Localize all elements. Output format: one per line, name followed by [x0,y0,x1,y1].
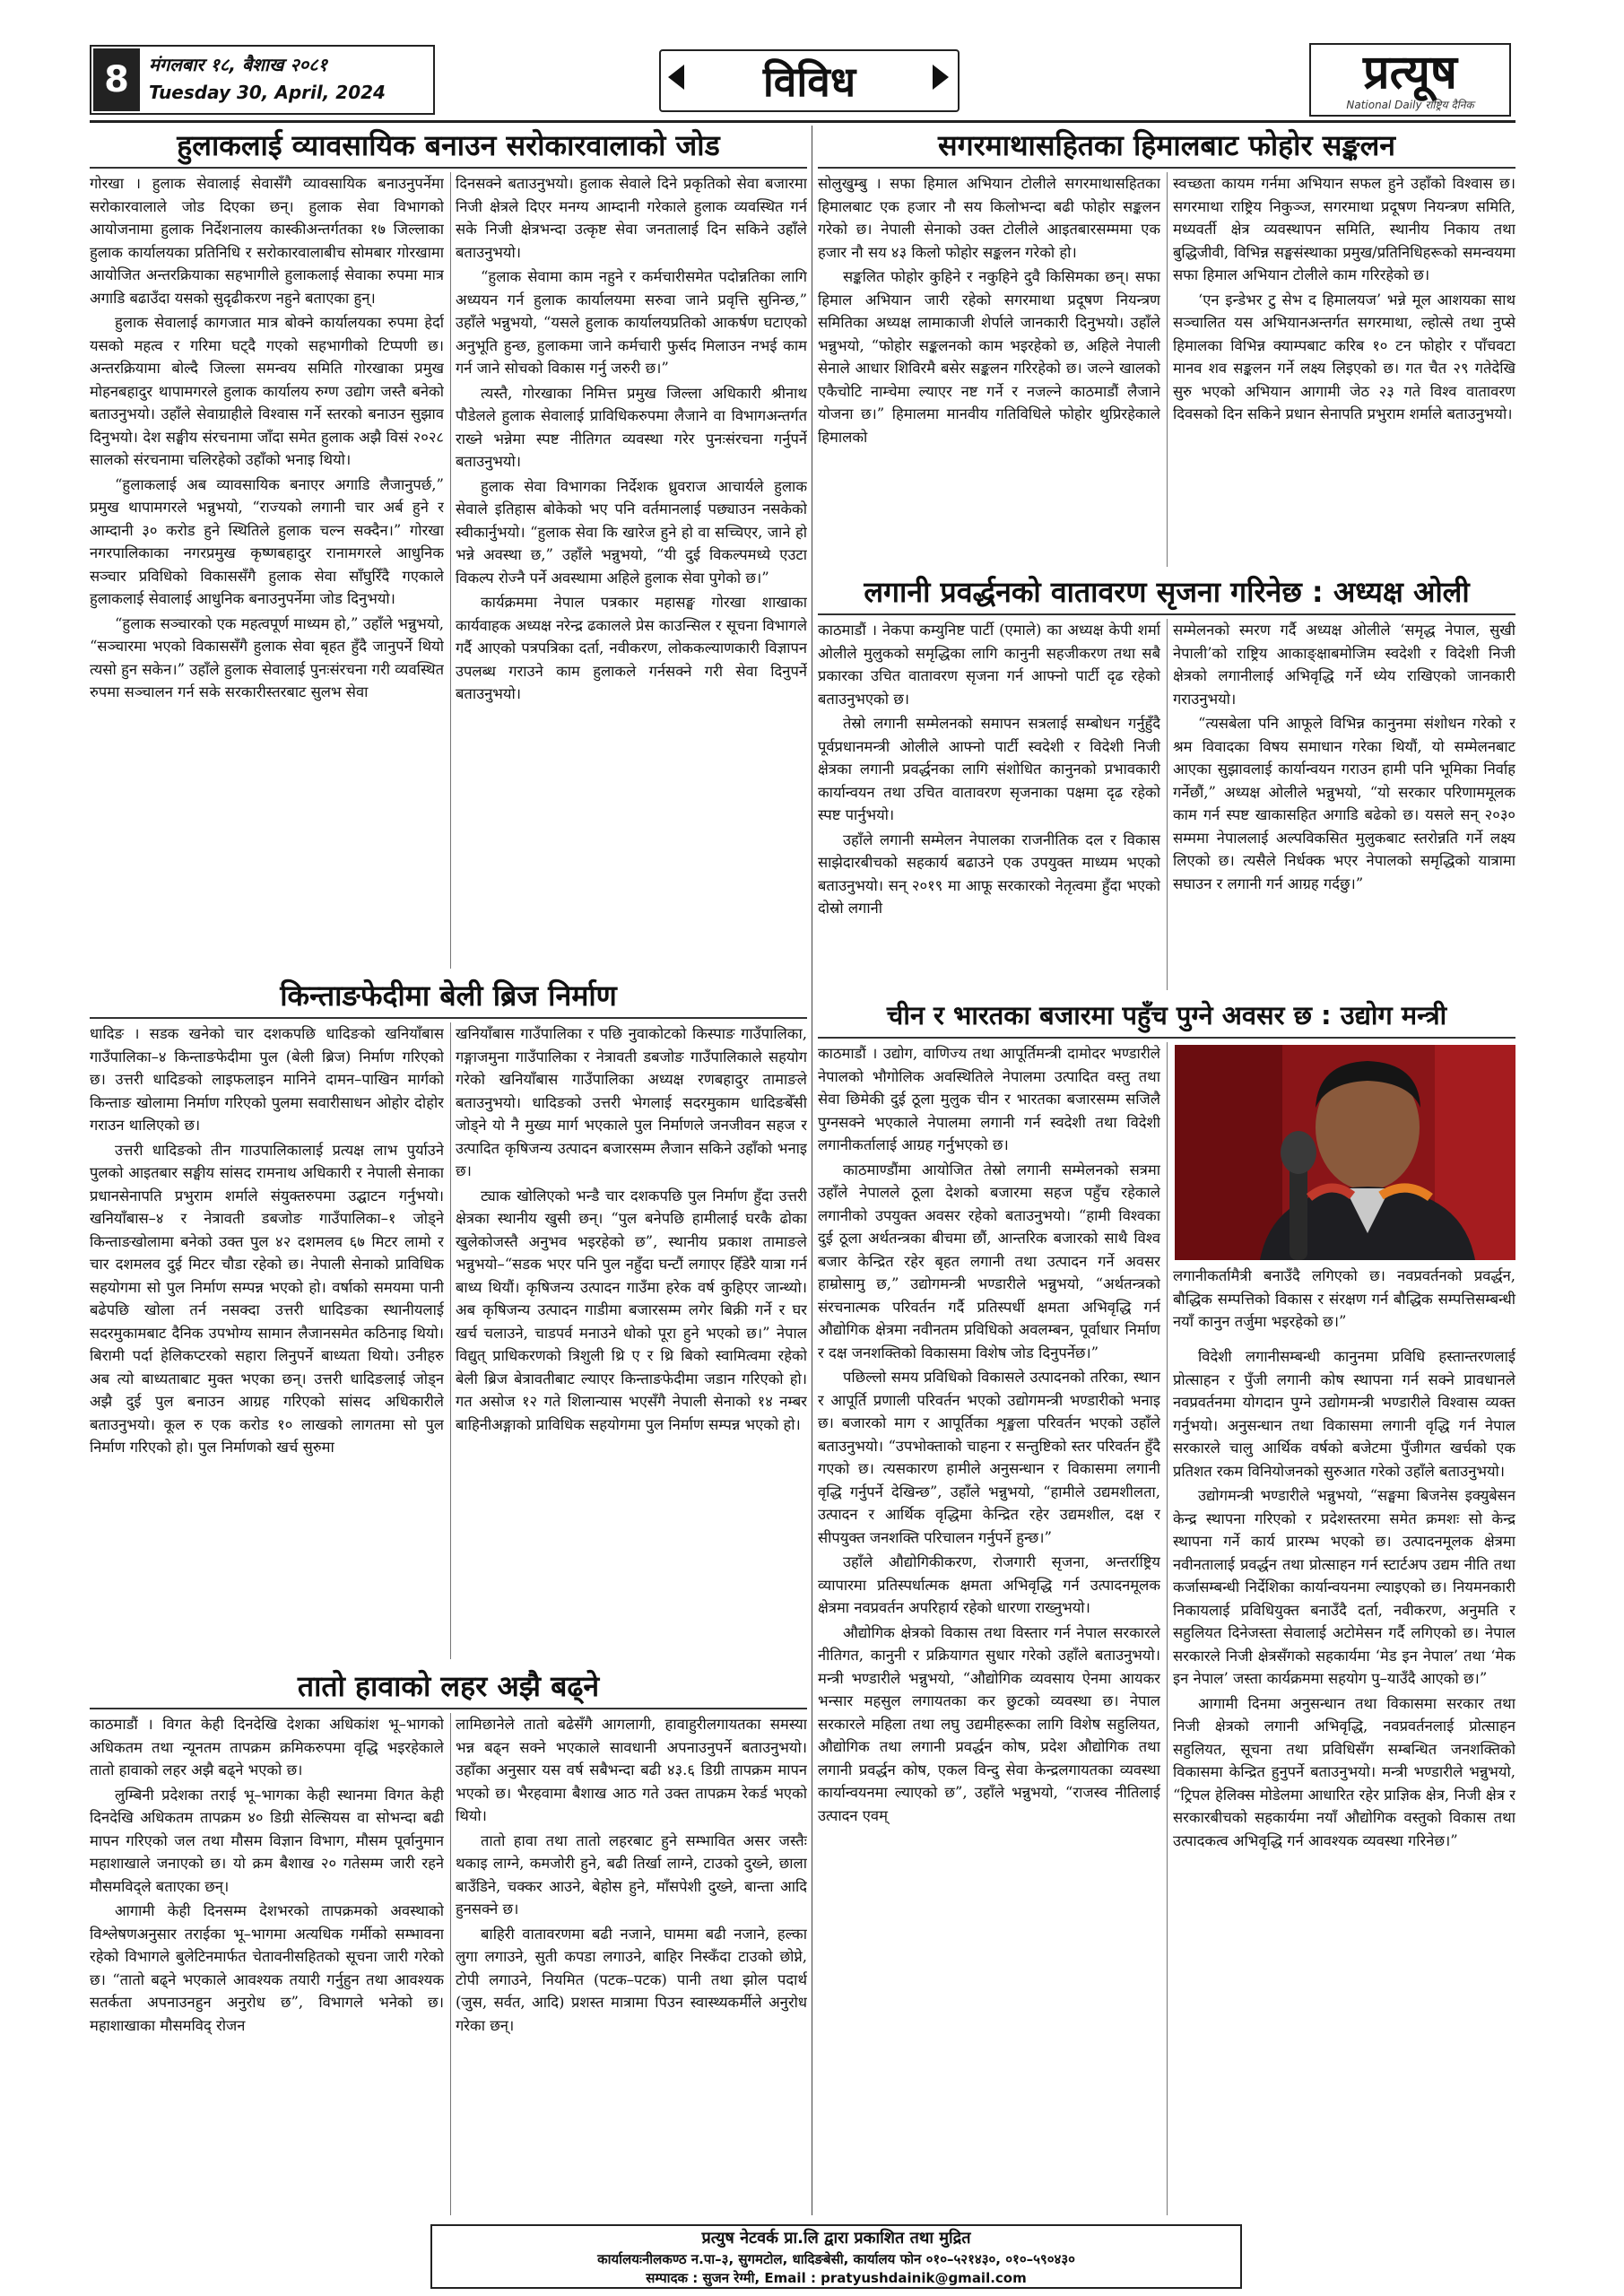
article-bridge-col2 [456,1022,807,1659]
headline-rule [90,1017,807,1019]
paragraph: दिनसक्ने बताउनुभयो। हुलाक सेवाले दिने प्रकृतिको सेवा बजारमा निजी क्षेत्रले दिएर मनग्य आम्दानी गरेकाले हुलाक व्यवस्थित गर्न सके निजी क्षेत्रभन्दा उत्कृष्ट सेवा जनतालाई दिन सकिने उहाँले बताउनुभयो। [456,175,807,261]
paragraph: स्वच्छता कायम गर्नमा अभियान सफल हुने उहाँको विश्वास छ। सगरमाथा राष्ट्रिय निकुञ्ज, सगरमाथा प्रदूषण नियन्त्रण समिति, मध्यवर्ती क्षेत्र व्यवस्थापन समिति, स्थानीय निकाय तथा बुद्धिजीवी, विभिन्न सङ्घसंस्थाका प्रमुख/प्रतिनिधिहरूको समन्वयमा सफा हिमाल अभियान टोलीले काम गरिरहेको छ। [1173,175,1515,283]
article-everest-col2 [1173,172,1515,567]
article-heat-col2 [456,1713,807,2215]
headline-rule [818,613,1515,615]
column-divider [1167,619,1168,990]
headline-rule [818,1037,1515,1039]
paragraph: धादिङ । सडक खनेको चार दशकपछि धादिङको खनियाँबास गाउँपालिका–४ किन्ताङफेदीमा पुल (बेली ब्रिज) निर्माण गरिएको छ। उत्तरी धादिङको लाइफलाइन मानिने दामन–पाखिन मार्गको किन्ताङ खोलामा निर्माण गरिएको पुलमा सवारीसाधन ओहोर दोहोर गराउन थालिएको छ। [90,1025,444,1134]
paragraph: काठमाडौं । नेकपा कम्युनिष्ट पार्टी (एमाले) का अध्यक्ष केपी शर्मा ओलीले मुलुकको समृद्धिका लागि कानुनी सहजीकरण तथा सबै प्रकारका उचित वातावरण सृजना गर्न आफ्नो पार्टी दृढ रहेको बताउनुभएको छ। [818,622,1160,708]
column-divider [1167,172,1168,567]
paragraph: “हुलाकलाई अब व्यावसायिक बनाएर अगाडि लैजानुपर्छ,” प्रमुख थापामगरले भन्नुभयो, “राज्यको लगानी चार अर्ब हुने र आम्दानी ३० करोड हुने स्थितिले हुलाक चल्न सक्दैन।” गोरखा नगरपालिकाका नगरप्रमुख कृष्णबहादुर रानामगरले आधुनिक सञ्चार प्रविधिको विकाससँगै हुलाक सेवा साँघुरिँदै गएकाले हुलाकलाई सेवालाई आधुनिक बनाउनुपर्नेमा जोड दिनुभयो। [90,475,444,607]
date-nepali: मंगलबार १८, बैशाख २०८१ [149,54,328,75]
minister-photo-illustration [1175,1045,1515,1260]
article-industry-col2 [1173,1345,1515,2215]
paragraph: लामिछानेले तातो बढेसँगै आगलागी, हावाहुरीलगायतका समस्या भन्न बढ्न सक्ने भएकाले सावधानी अपनाउनुपर्ने बताउनुभयो। उहाँका अनुसार यस वर्ष सबैभन्दा बढी ४३.६ डिग्री तापक्रम मापन भएको छ। भैरहवामा बैशाख आठ गते उक्त तापक्रम रेकर्ड भएको थियो। [456,1716,807,1824]
column-divider [450,1713,451,2215]
footer-imprint [430,2224,1242,2289]
paragraph: सङ्कलित फोहोर कुहिने र नकुहिने दुवै किसिमका छन्। सफा हिमाल अभियान जारी रहेको सगरमाथा प्रदूषण नियन्त्रण समितिका अध्यक्ष लामाकाजी शेर्पाले जानकारी दिनुभयो। उहाँले भन्नुभयो, “फोहोर सङ्कलनको काम भइरहेको छ, अहिले नेपाली सेनाले आधार शिविरमै बसेर सङ्कलन गरिरहेको छ। जल्ने खालको एकैचोटि नाम्चेमा ल्याएर नष्ट गर्ने र नजल्ने काठमाडौं लैजाने योजना छ।” हिमालमा मानवीय गतिविधिले फोहोर थुप्रिरहेकाले हिमालको [818,268,1160,446]
paragraph: तातो हावा तथा तातो लहरबाट हुने सम्भावित असर जस्तैः थकाइ लाग्ने, कमजोरी हुने, बढी तिर्खा लाग्ने, टाउको दुख्ने, छाला बाउँडिने, चक्कर आउने, बेहोस हुने, माँसपेशी दुख्ने, बान्ता आदि हुनसक्ने छ। [456,1831,807,1918]
paragraph: सोलुखुम्बु । सफा हिमाल अभियान टोलीले सगरमाथासहितका हिमालबाट एक हजार नौ सय किलोभन्दा बढी फोहोर सङ्कलन गरेको छ। नेपाली सेनाको उक्त टोलीले आइतबारसम्ममा एक हजार नौ सय ४३ किलो फोहोर सङ्कलन गरेको हो। [818,175,1160,261]
paragraph: “हुलाक सञ्चारको एक महत्वपूर्ण माध्यम हो,” उहाँले भन्नुभयो, “सञ्चारमा भएको विकाससँगै हुलाक सेवा बृहत हुँदै जानुपर्ने थियो त्यसो हुन सकेन।” उहाँले हुलाक सेवालाई पुनःसंरचना गरी व्यवस्थित रुपमा सञ्चालन गर्न सके सरकारीस्तरबाट सुलभ सेवा [90,614,444,700]
headline-bridge: किन्ताङफेदीमा बेली ब्रिज निर्माण [280,978,617,1013]
headline-industry: चीन र भारतका बजारमा पहुँच पुग्ने अवसर छ : उद्योग मन्त्री [886,1000,1447,1031]
paragraph: पछिल्लो समय प्रविधिको विकासले उत्पादनको तरिका, स्थान र आपूर्ति प्रणाली परिवर्तन भएको उद्योगमन्त्री भण्डारीको भनाइ छ। बजारको माग र आपूर्तिका शृङ्खला परिवर्तन भएको उहाँले बताउनुभयो। “उपभोक्ताको चाहना र सन्तुष्टिको स्तर परिवर्तन हुँदै गएको छ। त्यसकारण हामीले अनुसन्धान र विकासमा लगानी वृद्धि गर्नुपर्ने देखिन्छ”, उहाँले भन्नुभयो, “हामीले उद्यमशीलता, उत्पादन र आर्थिक वृद्धिमा केन्द्रित रहेर उद्यमशील, दक्ष र सीपयुक्त जनशक्ति परिचालन गर्नुपर्ने हुन्छ।” [818,1369,1160,1546]
paragraph: गोरखा । हुलाक सेवालाई सेवासँगै व्यावसायिक बनाउनुपर्नेमा सरोकारवालाले जोड दिएका छन्। हुलाक सेवा विभागको आयोजनामा हुलाक निर्देशनालय कास्कीअन्तर्गतका १७ जिल्लाका हुलाक कार्यालयका प्रतिनिधि र सरोकारवालाबीच सोमबार गोरखामा आयोजित अन्तरक्रियाका सहभागीले हुलाकलाई सेवाका रुपमा मात्र अगाडि बढाउँदा यसको सुदृढीकरण नहुने बताएका हुन्। [90,175,444,307]
paragraph: उहाँले औद्योगिकीकरण, रोजगारी सृजना, अन्तर्राष्ट्रिय व्यापारमा प्रतिस्पर्धात्मक क्षमता अभिवृद्धि गर्न उत्पादनमूलक क्षेत्रमा नवप्रवर्तन अपरिहार्य रहेको धारणा राख्नुभयो। [818,1553,1160,1616]
column-divider [450,1022,451,1659]
article-bridge-col1 [90,1022,444,1659]
newspaper-logo [1309,43,1511,117]
minister-photo [1175,1045,1515,1260]
paragraph: आगामी केही दिनसम्म देशभरको तापक्रमको अवस्थाको विश्लेषणअनुसार तराईका भू–भागमा अत्यधिक गर्मीको सम्भावना रहेको विभागले बुलेटिनमार्फत चेतावनीसहितको सूचना जारी गरेको छ। “तातो बढ्ने भएकाले आवश्यक तयारी गर्नुहुन तथा आवश्यक सतर्कता अपनाउनहुन अनुरोध छ”, विभागले भनेको छ। महाशाखाका मौसमविद् रोजन [90,1902,444,2034]
headline-rule [90,1708,807,1709]
paragraph: औद्योगिक क्षेत्रको विकास तथा विस्तार गर्न नेपाल सरकारले नीतिगत, कानुनी र प्रक्रियागत सुधार गरेको उहाँले बताउनुभयो। मन्त्री भण्डारीले भन्नुभयो, “औद्योगिक व्यवसाय ऐनमा आयकर भन्सार महसुल लगायतका कर छुटको व्यवस्था छ। नेपाल सरकारले महिला तथा लघु उद्यमीहरूका लागि विशेष सहुलियत, औद्योगिक तथा लगानी प्रवर्द्धन कोष, प्रदेश औद्योगिक तथा लगानी प्रवर्द्धन कोष, एकल विन्दु सेवा केन्द्रलगायतका व्यवस्था कार्यान्वयनमा ल्याएको छ”, उहाँले भन्नुभयो, “राजस्व नीतिलाई उत्पादन एवम् [818,1623,1160,1824]
article-investment-col2 [1173,619,1515,990]
date-block [149,51,386,107]
headline-rule [818,167,1515,169]
paragraph: उहाँले लगानी सम्मेलन नेपालका राजनीतिक दल र विकास साझेदारबीचको सहकार्य बढाउने एक उपयुक्त माध्यम भएको बताउनुभयो। सन् २०१९ मा आफू सरकारको नेतृत्वमा हुँदा भएको दोस्रो लगानी [818,831,1160,917]
footer-publisher: प्रत्युष नेटवर्क प्रा.लि द्वारा प्रकाशित तथा मुद्रित [701,2229,971,2248]
paragraph: हुलाक सेवालाई कागजात मात्र बोक्ने कार्यालयका रुपमा हेर्दा यसको महत्व र गरिमा घट्दै गएको सहभागीको टिप्पणी छ। अन्तरक्रियामा बोल्दै जिल्ला समन्वय समिति गोरखाका प्रमुख मोहनबहादुर थापामगरले हुलाक कार्यालय रुग्ण उद्योग जस्तै बनेको बताउनुभयो। उहाँले सेवाग्राहीले विश्वास गर्ने स्तरको बनाउन सुझाव दिनुभयो। देश सङ्घीय संरचनामा जाँदा समेत हुलाक अझै विसं २०२८ सालको संरचनामा चलिरहेको उहाँको भनाइ थियो। [90,314,444,468]
headline-everest: सगरमाथासहितका हिमालबाट फोहोर सङ्कलन [937,128,1396,162]
paragraph: उत्तरी धादिङको तीन गाउपालिकालाई प्रत्यक्ष लाभ पुर्याउने पुलको आइतबार सङ्घीय सांसद रामनाथ अधिकारी र नेपाली सेनाका प्रधानसेनापति प्रभुराम शर्माले संयुक्तरुपमा उद्घाटन गर्नुभयो। खनियाँबास–४ र नेत्रावती डबजोङ गाउँपालिका–१ जोड्ने किन्ताङखोलामा बनेको उक्त पुल ४२ दशमलव ६७ मिटर लामो र चार दशमलव दुई मिटर चौडा रहेको छ। नेपाली सेनाको प्राविधिक सहयोगमा सो पुल निर्माण सम्पन्न भएको हो। वर्षाको समयमा पानी बढेपछि खोला तर्न नसक्दा उत्तरी धादिङका स्थानीयलाई सदरमुकामबाट दैनिक उपभोग्य सामान लैजानसमेत कठिनाइ थियो। बिरामी पर्दा हेलिकप्टरको सहारा लिनुपर्ने बाध्यता थियो। उनीहरु अब त्यो बाध्यताबाट मुक्त भएका छन्। उत्तरी धादिङलाई जोड्न अझै दुई पुल बनाउन आग्रह गरिएको सांसद अधिकारीले बताउनुभयो। कूल रु एक करोड १० लाखको लागतमा सो पुल निर्माण गरिएको हो। पुल निर्माणको खर्च सुरुमा [90,1141,444,1456]
paragraph: सम्मेलनको स्मरण गर्दै अध्यक्ष ओलीले ‘समृद्ध नेपाल, सुखी नेपाली’को राष्ट्रिय आकाङ्क्षाबमोजिम स्वदेशी र विदेशी निजी क्षेत्रको लगानीलाई अभिवृद्धि गर्ने ध्येय राखिएको जानकारी गराउनुभयो। [1173,622,1515,708]
footer-editor: सम्पादक : सुजन रेग्मी, Email : pratyushdainik@gmail.com [646,2270,1027,2286]
paragraph: त्यस्तै, गोरखाका निमित्त प्रमुख जिल्ला अधिकारी श्रीनाथ पौडेलले हुलाक सेवालाई प्राविधिकरुपमा लैजाने वा विभागअन्तर्गत राख्ने भन्नेमा स्पष्ट नीतिगत व्यवस्था गरेर पुनःसंरचना गर्नुपर्ने बताउनुभयो। [456,384,807,470]
paragraph: विदेशी लगानीसम्बन्धी कानुनमा प्रविधि हस्तान्तरणलाई प्रोत्साहन र पुँजी लगानी कोष स्थापना गर्न सक्ने प्रावधानले नवप्रवर्तनमा योगदान पुग्ने उद्योगमन्त्री भण्डारीले विश्वास व्यक्त गर्नुभयो। अनुसन्धान तथा विकासमा लगानी वृद्धि गर्न नेपाल सरकारले चालु आर्थिक वर्षको बजेटमा पुँजीगत खर्चको एक प्रतिशत रकम विनियोजनको सुरुआत गरेको उहाँले बताउनुभयो। [1173,1348,1515,1480]
photo-caption-text: लगानीकर्तामैत्री बनाउँदै लगिएको छ। नवप्रवर्तनको प्रवर्द्धन, बौद्धिक सम्पत्तिको विकास र संरक्षण गर्न बौद्धिक सम्पत्तिसम्बन्धी नयाँ कानुन तर्जुमा भइरहेको छ।” [1173,1267,1515,1330]
paragraph: ट्याक खोलिएको भन्डै चार दशकपछि पुल निर्माण हुँदा उत्तरी क्षेत्रका स्थानीय खुसी छन्। “पुल बनेपछि हामीलाई घरकै ढोका खुलेकोजस्तै अनुभव भइरहेको छ”, स्थानीय प्रकाश तामाङले भन्नुभयो–“सडक भएर पनि पुल नहुँदा घन्टौं लगाएर हिँडेरै यात्रा गर्न बाध्य थियौं। कृषिजन्य उत्पादन गाउँमा हरेक वर्ष कुहिएर जान्थ्यो। अब कृषिजन्य उत्पादन गाडीमा बजारसम्म लगेर बिक्री गर्ने र घर खर्च चलाउने, चाडपर्व मनाउने धोको पूरा हुने भएको छ।” नेपाल विद्युत् प्राधिकरणको त्रिशुली थ्रि ए र थ्रि बिको स्वामित्वमा रहेको बेली ब्रिज बेत्रावतीबाट ल्याएर किन्ताङफेदीमा जडान गरिएको हो। गत असोज १२ गते शिलान्यास भएसँगै नेपाली सेनाको १४ नम्बर बाहिनीअङ्गाको प्राविधिक सहयोगमा पुल निर्माण सम्पन्न भएको हो। [456,1187,807,1433]
article-everest-col1 [818,172,1160,567]
headline-investment: लगानी प्रवर्द्धनको वातावरण सृजना गरिनेछ : अध्यक्ष ओली [864,575,1470,609]
logo-subtitle: National Daily राष्ट्रिय दैनिक [1346,98,1474,111]
article-postal-col1 [90,172,444,969]
header-rule [90,120,1515,123]
triangle-right-icon [933,65,949,90]
paragraph: “हुलाक सेवामा काम नहुने र कर्मचारीसमेत पदोन्नतिका लागि अध्ययन गर्न हुलाक कार्यालयमा सरुवा जाने प्रवृत्ति सुनिन्छ,” उहाँले भन्नुभयो, “यसले हुलाक कार्यालयप्रतिको आकर्षण घटाएको अनुभूति हुन्छ, हुलाकमा जाने कर्मचारी फुर्सद मिलाउन नभई काम गर्न जाने सोचको विकास गर्नु जरुरी छ।” [456,268,807,377]
page-number: 8 [93,48,140,111]
paragraph: तेस्रो लगानी सम्मेलनको समापन सत्रलाई सम्बोधन गर्नुहुँदै पूर्वप्रधानमन्त्री ओलीले आफ्नो पार्टी स्वदेशी र विदेशी निजी क्षेत्रका लगानी प्रवर्द्धनका लागि संशोधित कानुनको प्रभावकारी कार्यान्वयन तथा उचित वातावरण सृजनाका पक्षमा दृढ रहेको स्पष्ट पार्नुभयो। [818,715,1160,823]
headline-postal: हुलाकलाई व्यावसायिक बनाउन सरोकारवालाको जोड [177,128,720,162]
paragraph: “त्यसबेला पनि आफूले विभिन्न कानुनमा संशोधन गरेको र श्रम विवादका विषय समाधान गरेका थियौं, यो सम्मेलनबाट आएका सुझावलाई कार्यान्वयन गराउन हामी पनि भूमिका निर्वाह गर्नेछौं,” अध्यक्ष ओलीले भन्नुभयो, “यो सरकार परिणाममूलक काम गर्न स्पष्ट खाकासहित अगाडि बढेको छ। यसले सन् २०३० सम्ममा नेपाललाई अल्पविकसित मुलुकबाट स्तरोन्नति गर्ने लक्ष्य लिएको छ। त्यसैले निर्धक्क भएर नेपालको समृद्धिको यात्रामा सघाउन र लगानी गर्न आग्रह गर्दछु।” [1173,715,1515,892]
paragraph: लुम्बिनी प्रदेशका तराई भू–भागका केही स्थानमा विगत केही दिनदेखि अधिकतम तापक्रम ४० डिग्री सेल्सियस वा सोभन्दा बढी मापन गरिएको जल तथा मौसम विज्ञान विभाग, मौसम पूर्वानुमान महाशाखाले जनाएको छ। यो क्रम बैशाख २० गतेसम्म जारी रहने मौसमविद्ले बताएका छन्। [90,1786,444,1895]
section-title: विविध [659,49,960,112]
paragraph: कार्यक्रममा नेपाल पत्रकार महासङ्घ गोरखा शाखाका कार्यवाहक अध्यक्ष नरेन्द्र ढकालले प्रेस काउन्सिल र सूचना विभागले गर्दै आएको पत्रपत्रिका दर्ता, नवीकरण, लोककल्याणकारी विज्ञापन उपलब्ध गराउने काम हुलाकले गर्नसक्ने गरी सेवा दिनुपर्ने बताउनुभयो। [456,594,807,702]
paragraph: काठमाडौं । उद्योग, वाणिज्य तथा आपूर्तिमन्त्री दामोदर भण्डारीले नेपालको भौगोलिक अवस्थितिले नेपालमा उत्पादित वस्तु तथा सेवा छिमेकी दुई ठूला मुलुक चीन र भारतका बजारसम्म सजिलै पुग्नसक्ने भएकाले नेपालमा लगानी गर्न स्वदेशी तथा विदेशी लगानीकर्तालाई आग्रह गर्नुभएको छ। [818,1045,1160,1153]
footer-office: कार्यालयःनीलकण्ठ न.पा–३, सुगमटोल, धादिङबेसी, कार्यालय फोन ०१०–५२१४३०, ०१०–५९०४३० [597,2251,1075,2267]
triangle-left-icon [668,65,684,90]
paragraph: उद्योगमन्त्री भण्डारीले भन्नुभयो, “सङ्घमा बिजनेस इक्युबेसन केन्द्र स्थापना गरिएको र प्रदेशस्तरमा समेत क्रमशः सो केन्द्र स्थापना गर्ने कार्य प्रारम्भ भएको छ। उत्पादनमूलक क्षेत्रमा नवीनतालाई प्रवर्द्धन तथा प्रोत्साहन गर्न स्टार्टअप उद्यम नीति तथा कर्जासम्बन्धी निर्देशिका कार्यान्वयनमा ल्याइएको छ। नियमनकारी निकायलाई प्रविधियुक्त बनाउँदै दर्ता, नवीकरण, अनुमति र सहुलियत दिनेजस्ता सेवालाई अटोमेसन गर्दै लगिएको छ। नेपाल सरकारले निजी क्षेत्रसँगको सहकार्यमा ‘मेड इन नेपाल’ तथा ‘मेक इन नेपाल’ जस्ता कार्यक्रममा सहयोग पु–याउँदै आएको छ।” [1173,1487,1515,1687]
logo-name: प्रत्यूष [1363,44,1457,100]
headline-heat: तातो हावाको लहर अझै बढ्ने [297,1669,600,1703]
paragraph: हुलाक सेवा विभागका निर्देशक ध्रुवराज आचार्यले हुलाक सेवाले इतिहास बोकेको भए पनि वर्तमानलाई पछ्याउन नसकेको स्वीकार्नुभयो। “हुलाक सेवा कि खारेज हुने हो वा सच्चिएर, जाने हो भन्ने अवस्था छ,” उहाँले भन्नुभयो, “यी दुई विकल्पमध्ये एउटा विकल्प रोज्नै पर्ने अवस्थामा अहिले हुलाक सेवा पुगेको छ।” [456,477,807,587]
column-divider [1167,1042,1168,2215]
article-heat-col1 [90,1713,444,2215]
date-english: Tuesday 30, April, 2024 [149,82,386,103]
column-divider [450,172,451,969]
paragraph: काठमाडौं । विगत केही दिनदेखि देशका अधिकांश भू–भागको अधिकतम तथा न्यूनतम तापक्रम क्रमिकरुपमा वृद्धि भइरहेकाले तातो हावाको लहर अझै बढ्ने भएको छ। [90,1716,444,1779]
paragraph: काठमाण्डौंमा आयोजित तेस्रो लगानी सम्मेलनको सत्रमा उहाँले नेपालले ठूला देशको बजारमा सहज पहुँच रहेकाले लगानीको उपयुक्त अवसर रहेको बताउनुभयो। “हामी विश्वका दुई ठूला अर्थतन्त्रका बीचमा छौं, आन्तरिक बजारको साथै विश्व बजार केन्द्रित रहेर बृहत लगानी तथा उत्पादन गर्ने अवसर हाम्रोसामु छ,” उद्योगमन्त्री भण्डारीले भन्नुभयो, “अर्थतन्त्रको संरचनात्मक परिवर्तन गर्दै प्रतिस्पर्धी क्षमता अभिवृद्धि गर्न औद्योगिक क्षेत्रमा नवीनतम प्रविधिको अवलम्बन, पूर्वाधार निर्माण र दक्ष जनशक्तिको विकासमा विशेष जोड दिनुपर्नेछ।” [818,1161,1160,1361]
paragraph: खनियाँबास गाउँपालिका र पछि नुवाकोटको किस्पाङ गाउँपालिका, गङ्गाजमुना गाउँपालिका र नेत्रावती डबजोङ गाउँपालिकाले सहयोग गरेको खनियाँबास गाउँपालिका अध्यक्ष रणबहादुर तामाङले बताउनुभयो। धादिङको उत्तरी भेगलाई सदरमुकाम धादिङबेँसी जोड्ने यो नै मुख्य मार्ग भएकाले पुल निर्माणले जनजीवन सहज र उत्पादित कृषिजन्य उत्पादन बजारसम्म लैजान सकिने उहाँको भनाइ छ। [456,1025,807,1179]
article-investment-col1 [818,619,1160,990]
article-postal-col2 [456,172,807,969]
headline-rule [90,167,807,169]
paragraph: बाहिरी वातावरणमा बढी नजाने, घाममा बढी नजाने, हल्का लुगा लगाउने, सुती कपडा लगाउने, बाहिर निस्कँदा टाउको छोप्ने, टोपी लगाउने, नियमित (पटक–पटक) पानी तथा झोल पदार्थ (जुस, सर्वत, आदि) प्रशस्त मात्रामा पिउन स्वास्थ्यकर्मीले अनुरोध गरेका छन्। [456,1925,807,2034]
article-industry-col1 [818,1042,1160,2215]
paragraph: ‘एन इन्डेभर टु सेभ द हिमालयज’ भन्ने मूल आशयका साथ सञ्चालित यस अभियानअन्तर्गत सगरमाथा, ल्होत्से तथा नुप्से हिमालका विभिन्न क्याम्पबाट करिब १० टन फोहोर र पाँचवटा मानव शव सङ्कलन गर्ने लक्ष्य लिइएको छ। गत चैत २९ गतेदेखि सुरु भएको अभियान आगामी जेठ २३ गते विश्व वातावरण दिवसको दिन सकिने प्रधान सेनापति प्रभुराम शर्माले बताउनुभयो। [1173,291,1515,422]
paragraph: आगामी दिनमा अनुसन्धान तथा विकासमा सरकार तथा निजी क्षेत्रको लगानी अभिवृद्धि, नवप्रवर्तनलाई प्रोत्साहन सहुलियत, सूचना तथा प्रविधिसँग सम्बन्धित जनशक्तिको विकासमा केन्द्रित हुनुपर्ने बताउनुभयो। मन्त्री भण्डारीले भन्नुभयो, “ट्रिपल हेलिक्स मोडेलमा आधारित रहेर प्राज्ञिक क्षेत्र, निजी क्षेत्र र सरकारबीचको सहकार्यमा नयाँ औद्योगिक वस्तुको विकास तथा उत्पादकत्व अभिवृद्धि गर्न आवश्यक व्यवस्था गरिनेछ।” [1173,1694,1515,1849]
